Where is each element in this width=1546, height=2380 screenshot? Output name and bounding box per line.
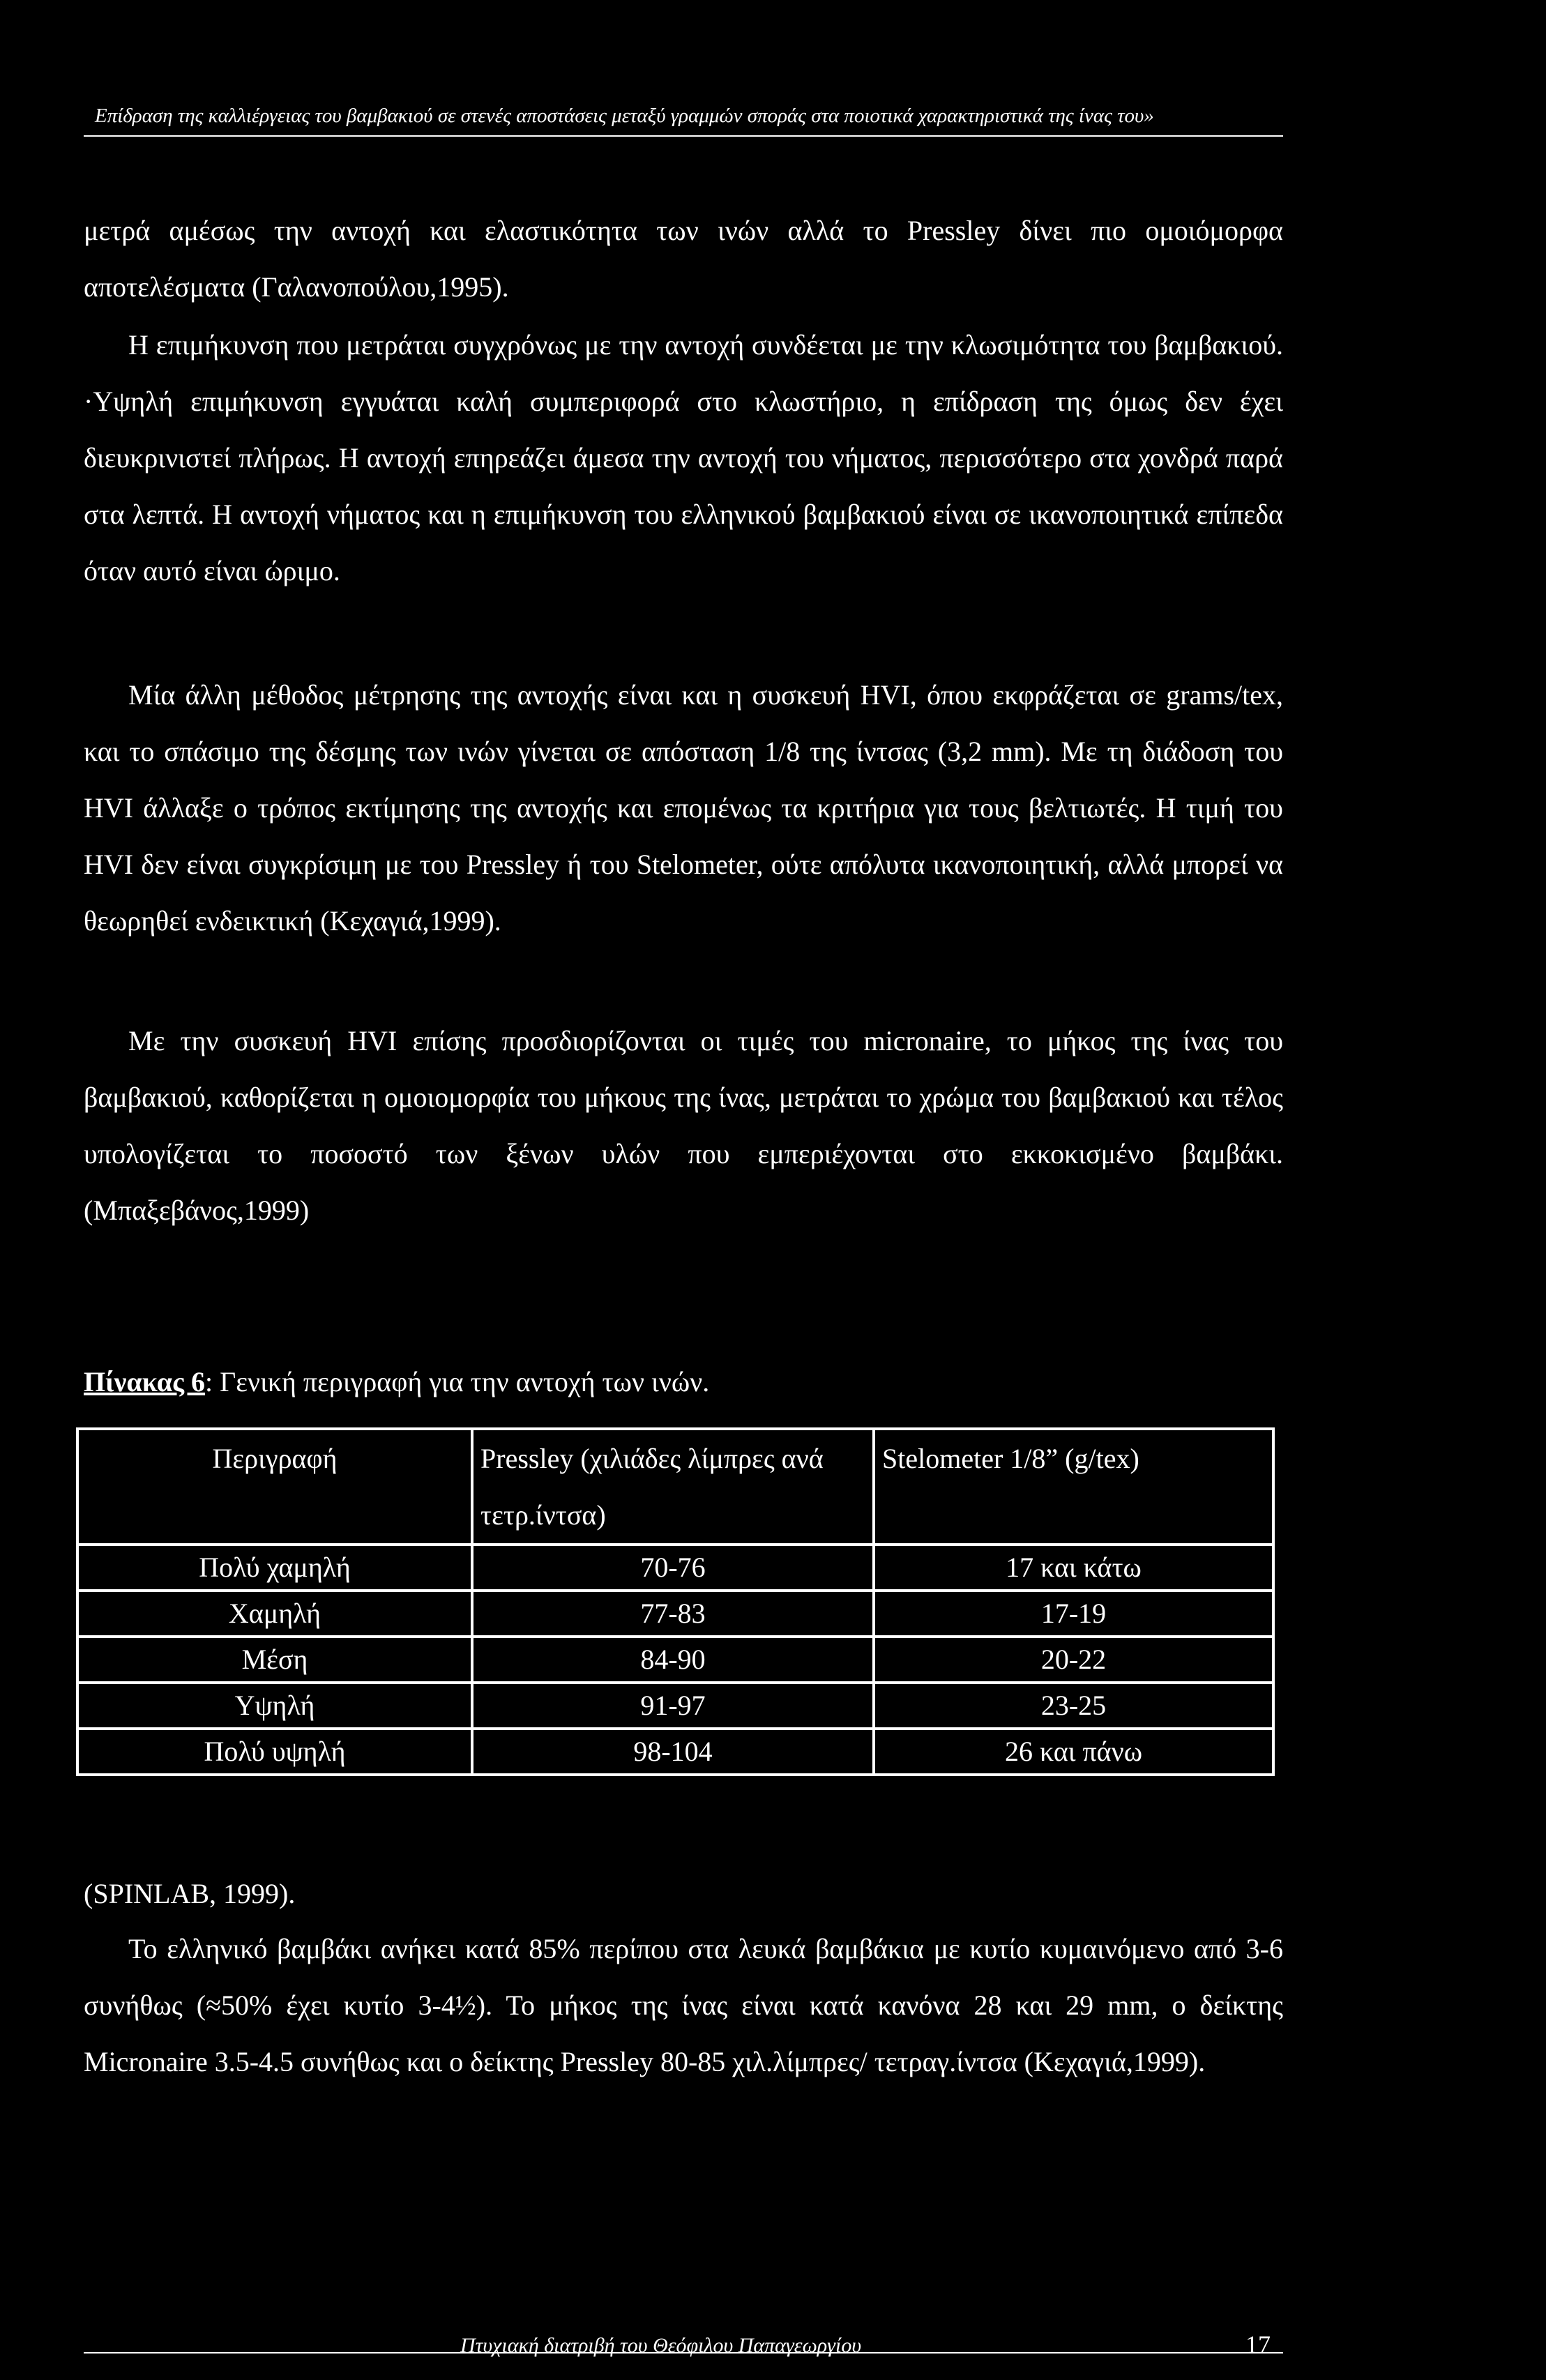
table-row	[77, 1729, 1273, 1775]
header-rule	[84, 135, 1283, 137]
paragraph-4: Με την συσκευή HVI επίσης προσδιορίζονται οι τιμές του micronaire, το μήκος της ίνας του βαμβακιού, καθορίζεται η ομοιομορφία του μήκους της ίνας, μετράται το χρώμα του βαμβακιού και τέλος υπολογίζεται το ποσοστό των ξένων υλών που εμπεριέχονται στο εκκοκισμένο βαμβάκι. (Μπαξεβάνος,1999)	[84, 1025, 1283, 1226]
table-source: (SPINLAB, 1999).	[84, 1878, 296, 1909]
paragraph-2: Η επιμήκυνση που μετράται συγχρόνως με την αντοχή συνδέεται με την κλωσιμότητα του βαμβακιού. ·Υψηλή επιμήκυνση εγγυάται καλή συμπεριφορά στο κλωστήριο, η επίδραση της όμως δεν έχει διευκρινιστεί πλήρως. Η αντοχή επηρεάζει άμεσα την αντοχή του νήματος, περισσότερο στα χονδρά παρά στα λεπτά. Η αντοχή νήματος και η επιμήκυνση του ελληνικού βαμβακιού είναι σε ικανοποιητικά επίπεδα όταν αυτό είναι ώριμο.	[84, 329, 1283, 586]
cell-description: Πολύ υψηλή	[77, 1729, 472, 1775]
header-stelometer: Stelometer 1/8” (g/tex)	[874, 1429, 1273, 1545]
cell-pressley: 91-97	[472, 1683, 874, 1729]
table-header-row	[77, 1429, 1273, 1545]
cell-pressley: 77-83	[472, 1591, 874, 1637]
cell-stelometer: 26 και πάνω	[874, 1729, 1273, 1775]
header-description: Περιγραφή	[77, 1429, 472, 1545]
paragraph-1: μετρά αμέσως την αντοχή και ελαστικότητα των ινών αλλά το Pressley δίνει πιο ομοιόμορφα αποτελέσματα (Γαλανοπούλου,1995).	[84, 215, 1283, 303]
running-header: Επίδραση της καλλιέργειας του βαμβακιού σε στενές αποστάσεις μεταξύ γραμμών σποράς στα ποιοτικά χαρακτηριστικά της ίνας του»	[95, 105, 1154, 127]
running-footer: Πτυχιακή διατριβή του Θεόφιλου Παπαγεωργίου	[460, 2334, 862, 2357]
cell-pressley: 98-104	[472, 1729, 874, 1775]
cell-stelometer: 17-19	[874, 1591, 1273, 1637]
cell-stelometer: 17 και κάτω	[874, 1545, 1273, 1591]
cell-stelometer: 20-22	[874, 1637, 1273, 1683]
table-caption	[84, 1365, 709, 1398]
paragraph-5: Το ελληνικό βαμβάκι ανήκει κατά 85% περίπου στα λευκά βαμβάκια με κυτίο κυμαινόμενο από 3-6 συνήθως (≈50% έχει κυτίο 3-4½). Το μήκος της ίνας είναι κατά κανόνα 28 και 29 mm, ο δείκτης Micronaire 3.5-4.5 συνήθως και ο δείκτης Pressley 80-85 χιλ.λίμπρες/ τετραγ.ίντσα (Κεχαγιά,1999).	[84, 1933, 1283, 2077]
table-row	[77, 1591, 1273, 1637]
strength-table	[76, 1427, 1275, 1776]
table-row	[77, 1683, 1273, 1729]
table-caption-label: Πίνακας 6	[84, 1366, 205, 1397]
cell-pressley: 84-90	[472, 1637, 874, 1683]
header-pressley: Pressley (χιλιάδες λίμπρες ανά τετρ.ίντσα)	[472, 1429, 874, 1545]
cell-pressley: 70-76	[472, 1545, 874, 1591]
page-number: 17	[1245, 2330, 1271, 2358]
cell-description: Πολύ χαμηλή	[77, 1545, 472, 1591]
paragraph-3: Μία άλλη μέθοδος μέτρησης της αντοχής είναι και η συσκευή HVI, όπου εκφράζεται σε grams/tex, και το σπάσιμο της δέσμης των ινών γίνεται σε απόσταση 1/8 της ίντσας (3,2 mm). Με τη διάδοση του HVI άλλαξε ο τρόπος εκτίμησης της αντοχής και επομένως τα κριτήρια για τους βελτιωτές. Η τιμή του HVI δεν είναι συγκρίσιμη με του Pressley ή του Stelometer, ούτε απόλυτα ικανοποιητική, αλλά μπορεί να θεωρηθεί ενδεικτική (Κεχαγιά,1999).	[84, 679, 1283, 937]
cell-stelometer: 23-25	[874, 1683, 1273, 1729]
table-caption-text: : Γενική περιγραφή για την αντοχή των ινών.	[204, 1366, 710, 1397]
table-row	[77, 1545, 1273, 1591]
cell-description: Μέση	[77, 1637, 472, 1683]
table-row	[77, 1637, 1273, 1683]
cell-description: Χαμηλή	[77, 1591, 472, 1637]
cell-description: Υψηλή	[77, 1683, 472, 1729]
